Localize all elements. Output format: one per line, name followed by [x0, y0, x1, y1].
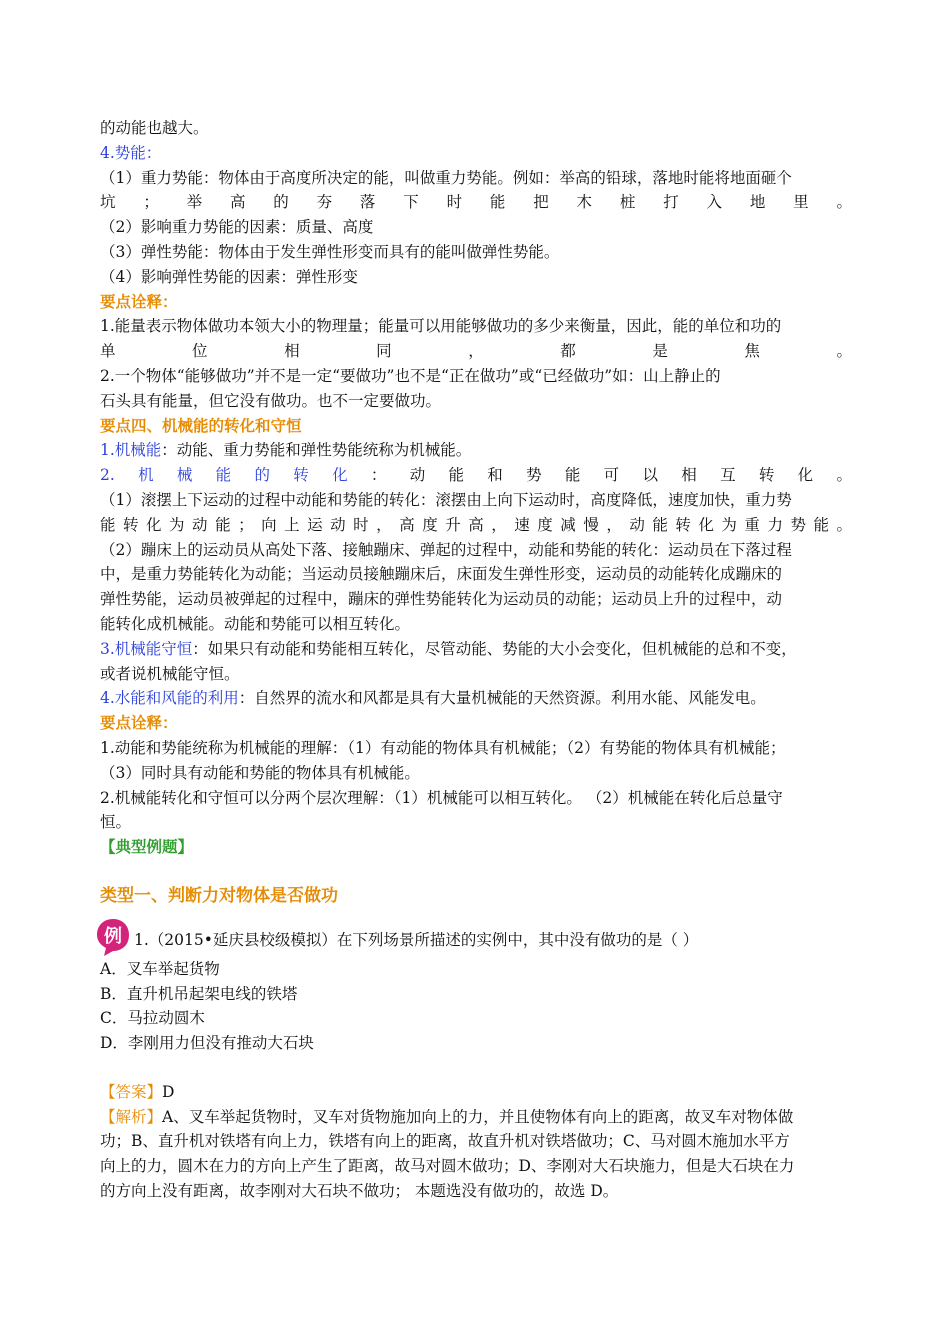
- analysis-line: 的方向上没有距离，故李刚对大石块不做功； 本题选没有做功的，故选 D。: [100, 1182, 619, 1201]
- text-line: （3）同时具有动能和势能的物体具有机械能。: [100, 763, 420, 782]
- text-line-justified: [100, 463, 852, 488]
- option-item: B．直升机吊起架电线的铁塔: [100, 984, 298, 1003]
- term-text: ：如果只有动能和势能相互转化，尽管动能、势能的大小会变化，但机械能的总和不变，: [192, 639, 797, 658]
- type-heading: 类型一、判断力对物体是否做功: [100, 885, 338, 906]
- option-item: A．叉车举起货物: [100, 959, 220, 978]
- example-question: [96, 923, 852, 957]
- term-label: 4.水能和风能的利用: [100, 689, 239, 708]
- examples-heading: 【典型例题】: [100, 837, 194, 857]
- document-page: [100, 116, 852, 1204]
- term-text: ：自然界的流水和风都是具有大量机械能的天然资源。利用水能、风能发电。: [238, 689, 766, 708]
- text-line: 恒。: [100, 813, 132, 832]
- analysis-line: [100, 1105, 852, 1130]
- text-line: 2.一个物体“能够做功”并不是一定“要做功”也不是“正在做功”或“已经做功”如：山上静止的: [100, 366, 721, 385]
- text-line: （3）弹性势能：物体由于发生弹性形变而具有的能叫做弹性势能。: [100, 242, 560, 261]
- text-line-justified: 能转化为动能；向上运动时，高度升高，速度减慢，动能转化为重力势能。: [100, 515, 852, 534]
- text-line: [100, 686, 852, 711]
- answer-value: D: [162, 1082, 175, 1101]
- answer-line: [100, 1080, 852, 1105]
- text-line: （1）重力势能：物体由于高度所决定的能，叫做重力势能。例如：举高的铅球，落地时能将地面砸个: [100, 168, 792, 187]
- key-note-heading: 要点诠释：: [100, 291, 178, 311]
- term-text: ：动能和势能可以相互转化。: [370, 466, 852, 485]
- term-text: ：动能、重力势能和弹性势能统称为机械能。: [161, 441, 472, 460]
- example-badge-text: 例: [104, 925, 122, 947]
- text-line-justified: 单位相同，都是焦。: [100, 342, 852, 361]
- answer-tag: 【答案】: [100, 1082, 163, 1101]
- analysis-text: A、叉车举起货物时，叉车对货物施加向上的力，并且使物体有向上的距离，故叉车对物体做: [162, 1107, 794, 1126]
- analysis-tag: 【解析】: [100, 1107, 163, 1126]
- analysis-line: 功；B、直升机对铁塔有向上力，铁塔有向上的距离，故直升机对铁塔做功；C、马对圆木施加水平方: [100, 1132, 790, 1151]
- text-line: （4）影响弹性势能的因素：弹性形变: [100, 267, 358, 286]
- text-line: （1）滚摆上下运动的过程中动能和势能的转化：滚摆由上向下运动时，高度降低，速度加快，重力势: [100, 490, 792, 509]
- option-item: C．马拉动圆木: [100, 1009, 205, 1028]
- term-label: 3.机械能守恒: [100, 639, 193, 658]
- section-heading-potential-energy: 4.势能：: [100, 143, 162, 162]
- text-line: [100, 637, 852, 662]
- text-line-justified: 坑；举高的夯落下时能把木桩打入地里。: [100, 193, 852, 212]
- text-line: 中，是重力势能转化为动能；当运动员接触蹦床后，床面发生弹性形变，运动员的动能转化成蹦床的: [100, 565, 783, 584]
- text-line: 能转化成机械能。动能和势能可以相互转化。: [100, 614, 411, 633]
- spacer: [100, 1056, 852, 1080]
- text-line: 1.能量表示物体做功本领大小的物理量；能量可以用能够做功的多少来衡量，因此，能的单位和功的: [100, 317, 782, 336]
- term-label: 1.机械能: [100, 441, 162, 460]
- text-line: 1.动能和势能统称为机械能的理解：（1）有动能的物体具有机械能；（2）有势能的物体具有机械能；: [100, 738, 786, 757]
- text-line: （2）影响重力势能的因素：质量、高度: [100, 218, 374, 237]
- question-text: 1.（2015•延庆县校级模拟）在下列场景所描述的实例中，其中没有做功的是（ ）: [134, 930, 699, 949]
- option-item: D．李刚用力但没有推动大石块: [100, 1034, 314, 1053]
- key-note-heading: 要点诠释：: [100, 713, 178, 733]
- text-line: （2）蹦床上的运动员从高处下落、接触蹦床、弹起的过程中，动能和势能的转化：运动员在下落过程: [100, 540, 792, 559]
- text-line: 或者说机械能守恒。: [100, 664, 240, 683]
- text-line: [100, 438, 852, 463]
- section-heading-point4: 要点四、机械能的转化和守恒: [100, 415, 302, 435]
- text-line: 石头具有能量，但它没有做功。也不一定要做功。: [100, 391, 442, 410]
- text-line: 2.机械能转化和守恒可以分两个层次理解：（1）机械能可以相互转化。 （2）机械能在转化后总量守: [100, 788, 783, 807]
- example-badge-icon: [96, 917, 130, 957]
- text-line: 弹性势能，运动员被弹起的过程中，蹦床的弹性势能转化为运动员的动能；运动员上升的过程中，动: [100, 590, 783, 609]
- text-line: 的动能也越大。: [100, 119, 209, 137]
- term-label: 2.机械能的转化: [100, 466, 371, 485]
- analysis-line: 向上的力，圆木在力的方向上产生了距离，故马对圆木做功；D、李刚对大石块施力，但是大石块在力: [100, 1157, 795, 1176]
